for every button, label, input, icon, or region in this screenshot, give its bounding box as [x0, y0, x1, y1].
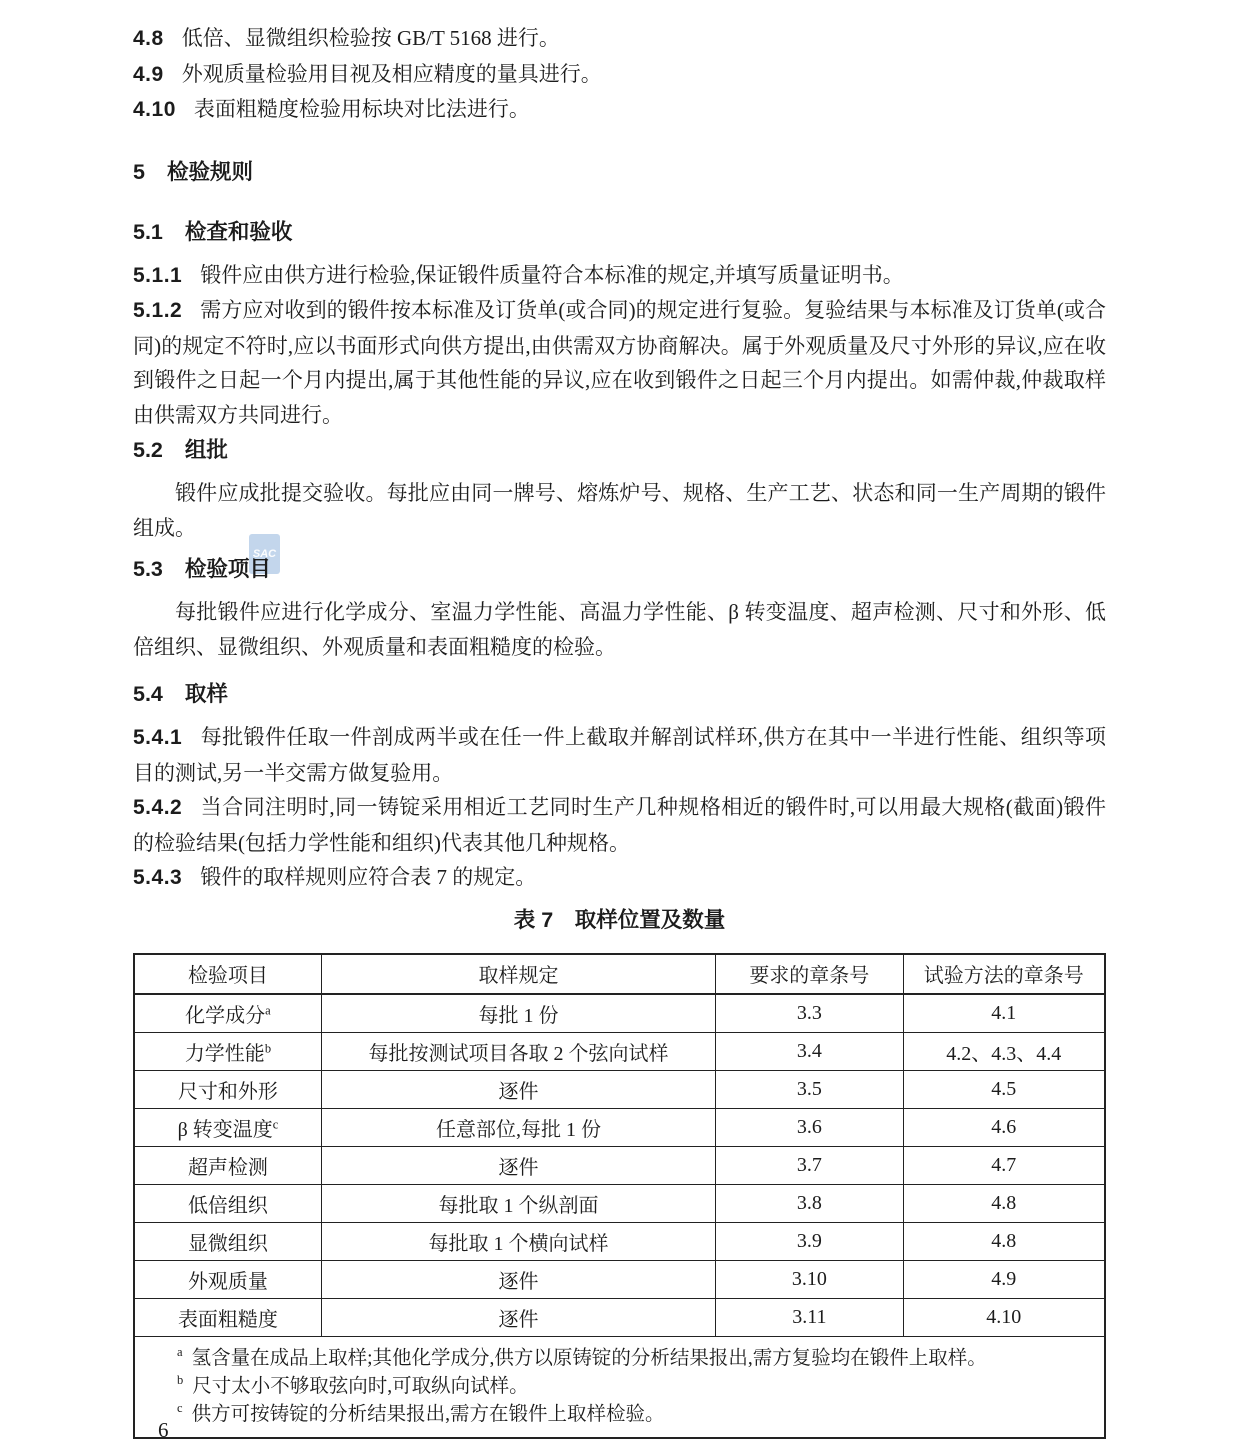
section-number: 5: [133, 159, 145, 184]
cell-req: 3.9: [716, 1222, 903, 1260]
cell-method: 4.1: [903, 994, 1105, 1033]
subsection-5-1-heading: [133, 214, 1106, 250]
subsection-number: 5.4: [133, 682, 163, 706]
clause-4-9: [133, 57, 1106, 93]
page-number: 6: [158, 1418, 169, 1442]
footnote-marker: b: [177, 1373, 184, 1387]
item-label: 超声检测: [187, 1156, 268, 1179]
cell-item: [134, 1108, 321, 1146]
footnote-text: 供方可按铸锭的分析结果报出,需方在锻件上取样检验。: [191, 1403, 665, 1425]
item-label: β 转变温度: [177, 1118, 273, 1141]
paragraph-5-2: 锻件应成批提交验收。每批应由同一牌号、熔炼炉号、规格、生产工艺、状态和同一生产周期的锻件组成。: [133, 481, 1106, 540]
table-row: [134, 1108, 1105, 1146]
item-label: 力学性能: [184, 1042, 265, 1065]
clause-4-10: [133, 92, 1106, 128]
cell-rule: 任意部位,每批 1 份: [321, 1108, 715, 1146]
cell-method: 4.7: [903, 1146, 1105, 1184]
col-header-item: 检验项目: [134, 954, 321, 994]
cell-item: [134, 994, 321, 1033]
subsection-title: 检查和验收: [184, 219, 293, 244]
footnote-c: [177, 1401, 1094, 1429]
cell-rule: 每批 1 份: [321, 994, 715, 1033]
clause-number: 4.8: [133, 27, 164, 50]
table-footnotes: [134, 1336, 1105, 1438]
section-5-heading: [133, 154, 1106, 190]
footnote-text: 氢含量在成品上取样;其他化学成分,供方以原铸锭的分析结果报出,需方复验均在锻件上取样。: [191, 1347, 987, 1369]
item-label: 显微组织: [187, 1232, 268, 1255]
table-row: [134, 994, 1105, 1033]
clause-text: 锻件应由供方进行检验,保证锻件质量符合本标准的规定,并填写质量证明书。: [200, 262, 904, 287]
table-row: [134, 1184, 1105, 1222]
footnote-text: 尺寸太小不够取弦向时,可取纵向试样。: [192, 1375, 529, 1397]
col-header-rule: 取样规定: [321, 954, 715, 994]
col-header-method: 试验方法的章条号: [903, 954, 1105, 994]
footnote-marker: c: [177, 1401, 183, 1415]
cell-method: 4.8: [903, 1184, 1105, 1222]
subsection-5-4-heading: [133, 676, 1106, 712]
cell-item: [134, 1032, 321, 1070]
table-row: [134, 1222, 1105, 1260]
table-7: [133, 953, 1106, 1439]
footnote-marker: a: [177, 1345, 183, 1359]
cell-rule: 每批取 1 个横向试样: [321, 1222, 715, 1260]
cell-method: 4.8: [903, 1222, 1105, 1260]
item-label: 外观质量: [187, 1270, 268, 1293]
table-7-caption: 表 7 取样位置及数量: [513, 907, 726, 932]
subsection-number: 5.1: [133, 219, 163, 244]
clause-5-1-2: [133, 293, 1106, 432]
clause-4-8: [133, 21, 1106, 57]
subsection-title: 取样: [184, 682, 228, 706]
footnote-a: [177, 1345, 1094, 1373]
subsection-5-3-heading: [133, 551, 1106, 587]
subsection-number: 5.3: [133, 557, 163, 581]
table-row: [134, 1298, 1105, 1336]
clause-text: 当合同注明时,同一铸锭采用相近工艺同时生产几种规格相近的锻件时,可以用最大规格(截面)锻件的检验结果(包括力学性能和组织)代表其他几种规格。: [133, 795, 1106, 855]
subsection-5-2-heading: [133, 432, 1106, 468]
clause-5-4-2: [133, 790, 1106, 860]
cell-rule: 逐件: [321, 1070, 715, 1108]
clause-5-4-1: [133, 720, 1106, 790]
subsection-number: 5.2: [133, 438, 163, 462]
paragraph-5-3: 每批锻件应进行化学成分、室温力学性能、高温力学性能、β 转变温度、超声检测、尺寸和外形、低倍组织、显微组织、外观质量和表面粗糙度的检验。: [133, 600, 1106, 659]
footnote-ref: b: [264, 1040, 272, 1055]
clause-5-1-1: [133, 258, 1106, 294]
cell-rule: 逐件: [321, 1298, 715, 1336]
cell-method: 4.10: [903, 1298, 1105, 1336]
cell-rule: 逐件: [321, 1260, 715, 1298]
cell-req: 3.3: [716, 994, 903, 1033]
cell-req: 3.4: [716, 1032, 903, 1070]
clause-number: 5.1.1: [133, 263, 183, 287]
item-label: 低倍组织: [187, 1194, 268, 1217]
clause-number: 4.10: [133, 98, 176, 121]
table-footnotes-row: [134, 1336, 1105, 1438]
table-row: [134, 1260, 1105, 1298]
cell-rule: 每批按测试项目各取 2 个弦向试样: [321, 1032, 715, 1070]
cell-method: 4.5: [903, 1070, 1105, 1108]
subsection-title: 检验项目: [184, 557, 271, 581]
footnote-ref: c: [272, 1116, 279, 1131]
table-row: [134, 1070, 1105, 1108]
cell-req: 3.8: [716, 1184, 903, 1222]
cell-item: [134, 1260, 321, 1298]
clause-text: 锻件的取样规则应符合表 7 的规定。: [200, 865, 537, 889]
cell-req: 3.10: [716, 1260, 903, 1298]
cell-item: [134, 1070, 321, 1108]
cell-method: 4.6: [903, 1108, 1105, 1146]
cell-item: [134, 1222, 321, 1260]
section-4-clauses: [133, 0, 1106, 128]
cell-req: 3.5: [716, 1070, 903, 1108]
page-content: [133, 0, 1106, 1439]
clause-text: 外观质量检验用目视及相应精度的量具进行。: [181, 61, 602, 86]
cell-method: 4.2、4.3、4.4: [903, 1032, 1105, 1070]
table-row: [134, 1146, 1105, 1184]
clause-text: 低倍、显微组织检验按 GB/T 5168 进行。: [181, 26, 560, 50]
table-row: [134, 1032, 1105, 1070]
clause-number: 5.4.3: [133, 866, 183, 889]
clause-number: 5.1.2: [133, 299, 183, 322]
sac-watermark: SAC: [249, 534, 280, 574]
clause-text: 需方应对收到的锻件按本标准及订货单(或合同)的规定进行复验。复验结果与本标准及订货单(或合同)的规定不符时,应以书面形式向供方提出,由供需双方协商解决。属于外观质量及尺寸外形的异议,应在收到锻件之日起一个月内提出,属于其他性能的异议,应在收到锻件之日起三个月内提出。如需仲裁,仲裁取样由供需双方共同进行。: [133, 298, 1106, 427]
col-header-req: 要求的章条号: [716, 954, 903, 994]
table-header-row: [134, 954, 1105, 994]
item-label: 尺寸和外形: [177, 1080, 278, 1103]
cell-item: [134, 1298, 321, 1336]
cell-req: 3.6: [716, 1108, 903, 1146]
item-label: 化学成分: [185, 1004, 266, 1027]
subsection-title: 组批: [184, 438, 228, 462]
cell-rule: 逐件: [321, 1146, 715, 1184]
clause-text: 每批锻件任取一件剖成两半或在任一件上截取并解剖试样环,供方在其中一半进行性能、组织等项目的测试,另一半交需方做复验用。: [133, 725, 1106, 785]
footnote-b: [177, 1373, 1094, 1401]
item-label: 表面粗糙度: [177, 1308, 278, 1331]
clause-number: 5.4.2: [133, 796, 183, 819]
cell-req: 3.7: [716, 1146, 903, 1184]
cell-rule: 每批取 1 个纵剖面: [321, 1184, 715, 1222]
clause-text: 表面粗糙度检验用标块对比法进行。: [193, 97, 530, 121]
footnote-ref: a: [265, 1002, 271, 1017]
section-title: 检验规则: [166, 159, 253, 184]
cell-req: 3.11: [716, 1298, 903, 1336]
cell-item: [134, 1184, 321, 1222]
clause-5-4-3: [133, 860, 1106, 896]
clause-number: 4.9: [133, 62, 164, 86]
cell-method: 4.9: [903, 1260, 1105, 1298]
clause-number: 5.4.1: [133, 726, 183, 749]
cell-item: [134, 1146, 321, 1184]
